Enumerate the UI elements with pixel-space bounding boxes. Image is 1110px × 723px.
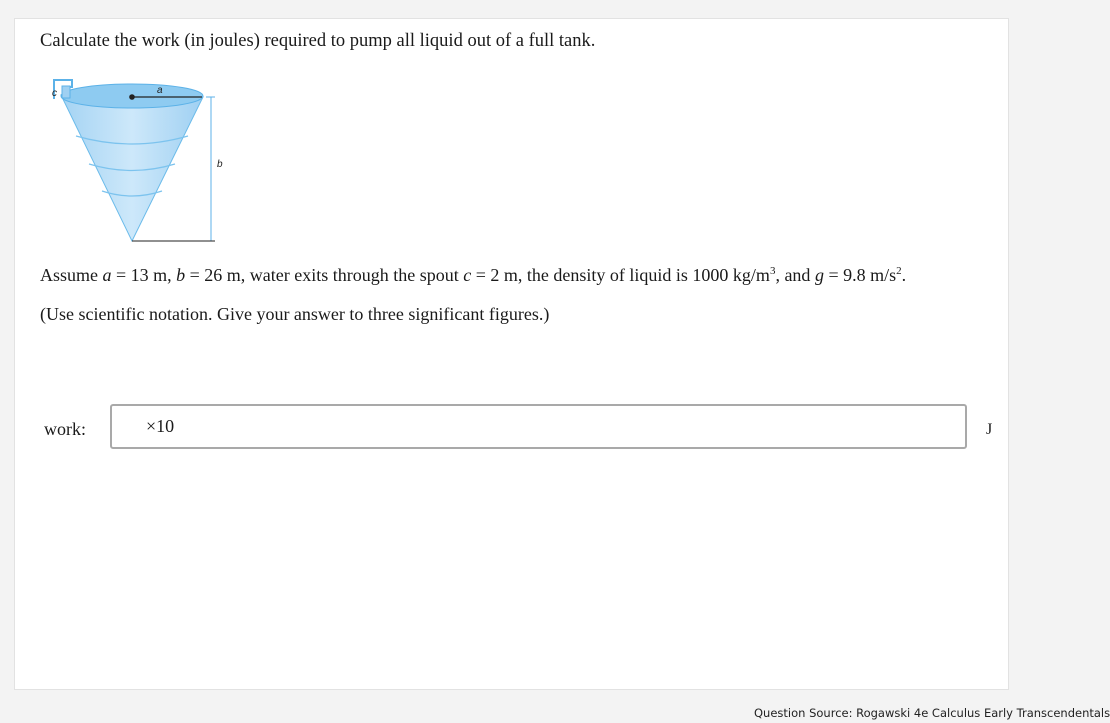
var-g: g <box>814 265 824 285</box>
answer-field[interactable] <box>110 404 967 449</box>
question-source: Question Source: Rogawski 4e Calculus Early Transcendentals <box>754 706 1110 720</box>
label-a: a <box>157 85 163 96</box>
conical-tank-diagram <box>40 74 240 254</box>
instruction-text: (Use scientific notation. Give your answer to three significant figures.) <box>40 304 550 324</box>
b-value: = 26 m, water exits through the spout <box>185 265 464 285</box>
var-c: c <box>463 265 472 285</box>
times-ten-label: ×10 <box>146 416 175 436</box>
label-b: b <box>217 159 223 170</box>
assumptions-text <box>40 265 906 286</box>
and-text: , and <box>775 265 815 285</box>
g-value: = 9.8 m/s <box>823 265 897 285</box>
assume-lead: Assume <box>40 265 103 285</box>
question-card <box>14 18 1009 690</box>
a-value: = 13 m, <box>111 265 177 285</box>
question-prompt: Calculate the work (in joules) required to pump all liquid out of a full tank. <box>40 31 596 51</box>
center-dot <box>129 94 135 100</box>
work-label: work: <box>44 419 86 439</box>
var-b: b <box>176 265 186 285</box>
c-value: = 2 m, the density of liquid is 1000 kg/m <box>471 265 770 285</box>
g-exponent: 2 <box>896 265 902 277</box>
cone-body <box>61 95 203 241</box>
answer-input[interactable] <box>112 406 965 447</box>
conical-tank-figure <box>40 74 240 254</box>
assume-end: . <box>901 265 907 285</box>
label-c: c <box>52 88 57 99</box>
unit-label: J <box>986 421 993 438</box>
density-exponent: 3 <box>769 265 776 277</box>
var-a: a <box>102 265 112 285</box>
